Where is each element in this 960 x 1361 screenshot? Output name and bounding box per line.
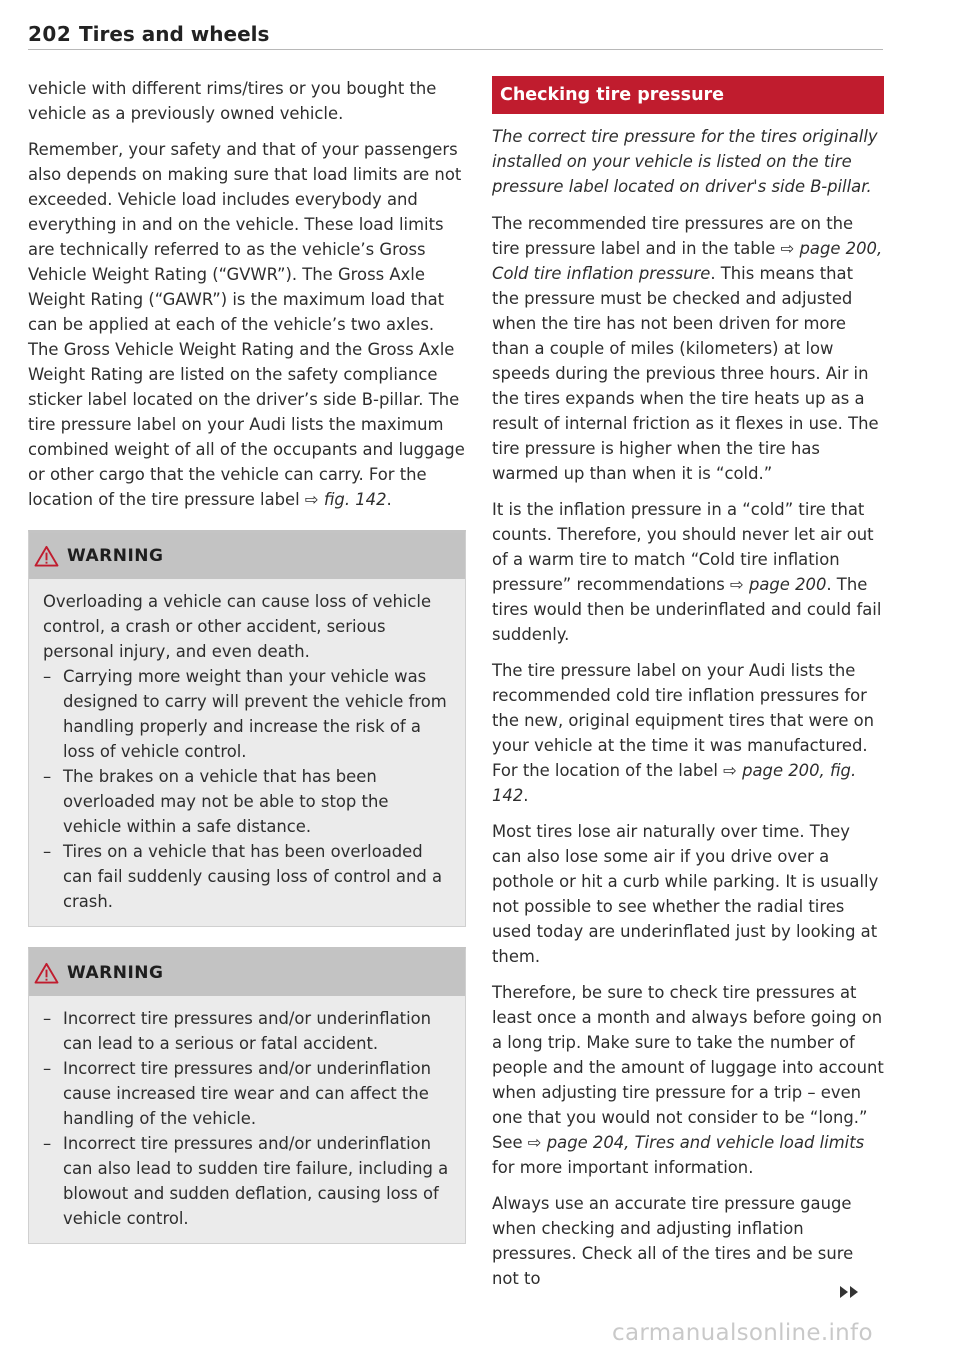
right-column — [492, 76, 884, 1302]
paragraph: Always use an accurate tire pressure gauge when checking and adjusting inflation pressures. Check all of the tires and be sure not to — [492, 1194, 854, 1288]
warning-box — [28, 530, 466, 927]
paragraph: The recommended tire pressures are on the tire pressure label and in the table ⇨ page 200, Cold tire inflation pressure. This means that the pressure must be checked and adjusted when the tire has not been driven for more than a couple of miles (kilometers) at low speeds during the previous three hours. Air in the tires expands when the tire heats up as a result of internal friction as it flexes in use. The tire pressure is higher when the tire has warmed up than when it is “cold.” — [492, 214, 883, 483]
watermark: carmanualsonline.info — [612, 1320, 873, 1346]
warning-header — [29, 533, 465, 579]
page-reference-link[interactable]: ⇨ page 200, Cold tire inflation pressure — [492, 239, 883, 283]
page-reference-link[interactable]: ⇨ page 200, fig. 142 — [492, 761, 857, 805]
section-title: Tires and wheels — [79, 22, 270, 46]
warning-item: – Tires on a vehicle that has been overloaded can fail suddenly causing loss of control and a crash. — [43, 839, 451, 914]
warning-header — [29, 950, 465, 996]
page-reference-link[interactable]: ⇨ page 204, Tires and vehicle load limits — [527, 1133, 865, 1152]
warning-title: WARNING — [67, 546, 164, 566]
paragraph: vehicle with different rims/tires or you bought the vehicle as a previously owned vehicle. — [28, 79, 437, 123]
warning-triangle-icon — [34, 545, 59, 567]
paragraph: Most tires lose air naturally over time. They can also lose some air if you drive over a pothole or hit a curb while parking. It is usually not possible to see whether the radial tires used today are underinflated just by looking at them. — [492, 822, 879, 966]
page-number: 202 — [28, 22, 72, 46]
warning-body — [29, 996, 465, 1243]
page-reference-link[interactable]: ⇨ page 200 — [730, 575, 827, 594]
paragraph: Therefore, be sure to check tire pressures at least once a month and always before going on a long trip. Make sure to take the number of people and the amount of luggage into account when adjusting tire pressure for a trip – even one that you would not consider to be “long.” See ⇨ page 204, Tires and vehicle load limits for more important information. — [492, 983, 884, 1177]
figure-reference-link[interactable]: ⇨ fig. 142 — [304, 490, 387, 509]
warning-item: – Incorrect tire pressures and/or underinflation cause increased tire wear and can affect the handling of the vehicle. — [43, 1056, 451, 1131]
page-header — [28, 20, 883, 50]
warning-title: WARNING — [67, 963, 164, 983]
warning-item: – Incorrect tire pressures and/or underinflation can also lead to sudden tire failure, including a blowout and sudden deflation, causing loss of vehicle control. — [43, 1131, 451, 1231]
paragraph: It is the inflation pressure in a “cold” tire that counts. Therefore, you should never let air out of a warm tire to match “Cold tire inflation pressure” recommendations ⇨ page 200. The tires would then be underinflated and could fail suddenly. — [492, 500, 882, 644]
warning-triangle-icon — [34, 962, 59, 984]
left-column — [28, 76, 466, 1244]
warning-item: – Carrying more weight than your vehicle was designed to carry will prevent the vehicle from handling properly and increase the risk of a loss of vehicle control. — [43, 664, 451, 764]
paragraph: The tire pressure label on your Audi lists the recommended cold tire inflation pressures for the new, original equipment tires that were on your vehicle at the time it was manufactured. For the location of the label ⇨ page 200, fig. 142. — [492, 661, 875, 805]
intro-text: The correct tire pressure for the tires originally installed on your vehicle is listed on the tire pressure label located on driver's side B-pillar. — [492, 127, 878, 196]
warning-box — [28, 947, 466, 1244]
warning-item: – Incorrect tire pressures and/or underinflation can lead to a serious or fatal accident. — [43, 1006, 451, 1056]
warning-intro: Overloading a vehicle can cause loss of vehicle control, a crash or other accident, serious personal injury, and even death. — [43, 592, 432, 661]
warning-body — [29, 579, 465, 926]
continue-arrow-icon — [838, 1284, 864, 1300]
paragraph: Remember, your safety and that of your passengers also depends on making sure that load limits are not exceeded. Vehicle load includes everybody and everything in and on the vehicle. These load limits are technically referred to as the vehicle’s Gross Vehicle Weight Rating (“GVWR”). The Gross Axle Weight Rating (“GAWR”) is the maximum load that can be applied at each of the vehicle’s two axles. The Gross Vehicle Weight Rating and the Gross Axle Weight Rating are listed on the safety compliance sticker label located on the driver’s side B-pillar. The tire pressure label on your Audi lists the maximum combined weight of all of the occupants and luggage or other cargo that the vehicle can carry. For the location of the tire pressure label ⇨ fig. 142. — [28, 140, 465, 509]
warning-item: – The brakes on a vehicle that has been overloaded may not be able to stop the vehicle within a safe distance. — [43, 764, 451, 839]
section-heading: Checking tire pressure — [492, 76, 884, 114]
